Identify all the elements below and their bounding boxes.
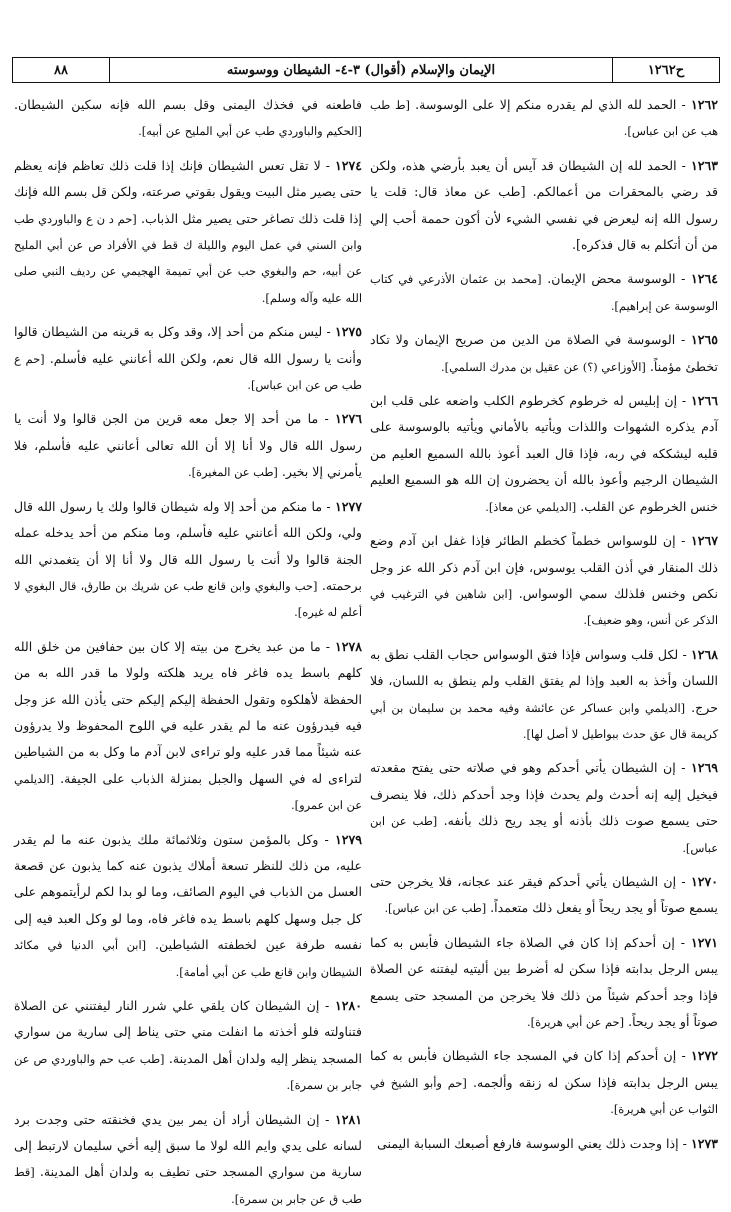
hadith-number: ١٢٦٤	[690, 271, 718, 287]
chapter-title: الإيمان والإسلام (أقوال) ٣-٤- الشيطان ووسوسته	[226, 62, 496, 78]
hadith-number: ١٢٦٩	[690, 760, 718, 776]
hadith-source: [طب عن المغيرة].	[187, 465, 278, 480]
hadith-source: [الديلمي عن ابن عمرو].	[14, 771, 362, 813]
hadith-number: ١٢٨١	[334, 1111, 363, 1127]
hadith-entry: ١٢٦٣ - الحمد لله إن الشيطان قد آيس أن يعبد بأرضي هذه، ولكن قد رضي بالمحقرات من أعمالكم. [طب عن معاذ قال: قلت يا رسول الله إنه ليعرض في نفسي الشيء لأن أكون حممة أحب إلي من أن أتكلم به قال فذكره].	[370, 157, 718, 253]
hadith-text: ما من أحد إلا جعل معه قرين من الجن قالوا ولا أنت يا رسول الله قال ولا أنا إلا أن الله تعالى أعانني عليه فأسلم، فلا يأمرني إلا بخير.	[14, 411, 362, 480]
page-number: ٨٨	[13, 58, 110, 82]
hadith-text: فاطعنه في فخذك اليمنى وقل بسم الله فإنه سكين الشيطان.	[14, 97, 362, 112]
left-column	[14, 92, 363, 1206]
page-header	[12, 57, 720, 83]
hadith-number: ١٢٧٢	[690, 1048, 719, 1064]
hadith-text: إن إبليس له خرطوم كخرطوم الكلب واضعه على قلب ابن آدم يذكره الشهوات واللذات ويأتيه بالأماني ويأتيه بالوسوسة على قلبه ليشككه في ربه، فإذا قال العبد أعوذ بالله السميع العليم من الشيطان الرجيم وأعوذ بالله أن يحضرون إن الله هو السميع العليم خنس الخرطوم عن القلب.	[370, 393, 718, 514]
hadith-entry: ١٢٧٦ - ما من أحد إلا جعل معه قرين من الجن قالوا ولا أنت يا رسول الله قال ولا أنا إلا أن الله تعالى أعانني عليه فأسلم، فلا يأمرني إلا بخير. [طب عن المغيرة].	[14, 411, 362, 480]
hadith-entry: ١٢٦٩ - إن الشيطان يأتي أحدكم وهو في صلاته حتى يفتح مقعدته فيخيل إليه إنه أحدث ولم يحدث فإذا وجد أحدكم ذلك، فلا ينصرف حتى يسمع صوت ذلك بأذنه أو يجد ريح ذلك بأنفه. [طب عن ابن عباس].	[370, 760, 718, 855]
hadith-source: [الديلمي عن معاذ].	[485, 499, 577, 514]
hadith-entry: ١٢٧٠ - إن الشيطان يأتي أحدكم فيقر عند عجانه، فلا يخرجن حتى يسمع صوتاً أو يجد ريحاً أو يفعل ذلك متعمداً. [طب عن ابن عباس].	[370, 873, 719, 916]
hadith-number: ١٢٨٠	[334, 998, 362, 1013]
hadith-text: إن أحدكم إذا كان في الصلاة جاء الشيطان فأبس به كما يبس الرجل بدابته فإذا سكن له أضرط بين أليتيه ليفتنه عن الصلاة فإذا وجد أحدكم شيئاً من ذلك فلا يخرجن من المسجد حتى يسمع صوتاً أو يجد ريحاً.	[370, 934, 718, 1029]
hadith-source: [ابن شاهين في الترغيب في الذكر عن أنس، وهو ضعيف].	[370, 586, 718, 628]
hadith-number: ١٢٦٧	[690, 533, 718, 549]
hadith-number: ١٢٦٣	[690, 157, 718, 173]
hadith-number: ١٢٧٨	[334, 638, 362, 654]
hadith-number: ١٢٦٨	[690, 646, 718, 662]
hadith-entry: ١٢٦٤ - الوسوسة محض الإيمان. [محمد بن عثمان الأذرعي في كتاب الوسوسة عن إبراهيم].	[370, 271, 718, 313]
hadith-text: إذا وجدت ذلك يعني الوسوسة فارفع أصبعك السبابة اليمنى	[377, 1135, 679, 1151]
hadith-number: ١٢٧٠	[690, 873, 719, 889]
hadith-entry: ١٢٧٨ - ما من عبد يخرج من بيته إلا كان بين حفافين من خلق الله كلهم باسط يده فاغر فاه يريد هلكته ولولا ما قدر الله به من الحفظة لأهلكوه وتقول الحفظة إليكم إليكم حتى يأذن الله عز وجل فيه فيدرؤون عنه ما لم يقدر عليه في اللوح المحفوظ ولا يدرؤون عنه شيئاً مما قدر عليه ولو تراءى لابن آدم ما وكل به من الشياطين لتراءى له في السهل والجبل بمنزلة الذباب على الجيفة. [الديلمي عن ابن عمرو].	[14, 638, 362, 813]
hadith-number: ١٢٧١	[690, 934, 719, 950]
hadith-text: ما منكم من أحد إلا وله شيطان قالوا ولك يا رسول الله قال ولي، ولكن الله أعانني عليه فأسلم، وما منكم من أحد يدخله عمله الجنة قالوا ولا أنت يا رسول الله قال ولا أنا إلا أن يتغمدني الله برحمته.	[14, 498, 362, 593]
hadith-text: وكل بالمؤمن ستون وثلاثمائة ملك يذبون عنه ما لم يقدر عليه، من ذلك للنظر تسعة أملاك يذبون عنه كما يذبون عن قصعة العسل من الذباب في اليوم الصائف، وما لو بدا لكم لرأيتموهم على كل جبل وسهل كلهم باسط يده فاغر فاه، وما لو وكل العبد فيه إلى نفسه طرفة عين لخطفته الشياطين.	[14, 831, 362, 953]
hadith-text: إن للوسواس خطماً كخطم الطائر فإذا غفل ابن آدم وضع ذلك المنقار في أذن القلب يوسوس، فإن ابن آدم ذكر الله عز وجل نكص وخنس فلذلك سمي الوسواس.	[370, 533, 718, 601]
hadith-source: [طب عب حم والباوردي ص عن جابر بن سمرة].	[14, 1051, 362, 1093]
hadith-text: الحمد لله إن الشيطان قد آيس أن يعبد بأرضي هذه، ولكن قد رضي بالمحقرات من أعمالكم. [طب عن معاذ قال: قلت يا رسول الله إنه ليعرض في نفسي الشيء لأن أكون حممة أحب إلي من أن أتكلم به قال فذكره].	[370, 157, 718, 253]
hadith-text: الحمد لله الذي لم يقدره منكم إلا على الوسوسة.	[415, 97, 677, 112]
hadith-text: الوسوسة محض الإيمان.	[547, 271, 676, 287]
hadith-text: إن الشيطان أراد أن يمر بين يدي فخنقته حتى وجدت برد لسانه على يدي وايم الله لولا ما سبق إليه أخي سليمان لارتبط إلى سارية من سواري المسجد حتى تطيف به ولدان أهل المدينة.	[14, 1111, 362, 1180]
hadith-entry: ١٢٦٥ - الوسوسة في الصلاة من الدين من صريح الإيمان ولا تكاد تخطئ مؤمناً. [الأوزاعي (؟) عن عقيل بن مدرك السلمي].	[370, 332, 719, 374]
hadith-entry	[14, 92, 362, 145]
hadith-number: ١٢٧٩	[334, 831, 362, 847]
hadith-text: ليس منكم من أحد إلا، وقد وكل به قرينه من الشيطان قالوا وأنت يا رسول الله قال نعم، ولكن الله أعانني عليه فأسلم.	[14, 324, 363, 366]
hadith-text: إن الشيطان كان يلقي علي شرر النار ليفتنني عن الصلاة فتناولته فلو أخذته ما انفلت مني حتى يناط إلى سارية من سواري المسجد ينظر إليه ولدان أهل المدينة.	[14, 998, 362, 1066]
hadith-text: ما من عبد يخرج من بيته إلا كان بين حفافين من خلق الله كلهم باسط يده فاغر فاه يريد هلكته ولولا ما قدر الله به من الحفظة لأهلكوه وتقول الحفظة إليكم إليكم حتى يأذن الله عز وجل فيه فيدرؤون عنه ما لم يقدر عليه في اللوح المحفوظ ولا يدرؤون عنه شيئاً مما قدر عليه ولو تراءى لابن آدم ما وكل به من الشياطين لتراءى له في السهل والجبل بمنزلة الذباب على الجيفة.	[14, 638, 362, 786]
hadith-source: [ابن أبي الدنيا في مكائد الشيطان وابن قانع طب عن أبي أمامة].	[14, 938, 362, 979]
hadith-text: الوسوسة في الصلاة من الدين من صريح الإيمان ولا تكاد تخطئ مؤمناً.	[370, 332, 718, 374]
hadith-entry: ١٢٦٨ - لكل قلب وسواس فإذا فتق الوسواس حجاب القلب نطق به اللسان وأخذ به العبد وإذا لم يفتق القلب ولم ينطق به اللسان، فلا حرج. [الديلمي وابن عساكر عن عائشة وفيه محمد بن سليمان بن أبي كريمة قال عق حدث ببواطيل لا أصل لها].	[370, 646, 718, 741]
hadith-source: [الأوزاعي (؟) عن عقيل بن مدرك السلمي].	[441, 359, 646, 374]
hadith-number: ١٢٧٥	[334, 324, 362, 340]
hadith-source: [طب عن ابن عباس].	[370, 814, 718, 855]
hadith-source: [حب والبغوي وابن قانع طب عن شريك بن طارق، قال البغوي لا أعلم له غيره].	[14, 578, 362, 620]
hadith-source: [حم وأبو الشيخ في الثواب عن أبي هريرة].	[370, 1075, 718, 1117]
hadith-number: ١٢٦٥	[690, 332, 719, 348]
hadith-text: إن الشيطان يأتي أحدكم فيقر عند عجانه، فلا يخرجن حتى يسمع صوتاً أو يجد ريحاً أو يفعل ذلك متعمداً.	[370, 873, 718, 916]
hadith-source: [محمد بن عثمان الأذرعي في كتاب الوسوسة عن إبراهيم].	[370, 272, 718, 313]
hadith-entry: ١٢٧٢ - إن أحدكم إذا كان في المسجد جاء الشيطان فأبس به كما يبس الرجل بدابته فإذا سكن له زنقه وألجمه. [حم وأبو الشيخ في الثواب عن أبي هريرة].	[370, 1048, 719, 1117]
hadith-entry: ١٢٧٤ - لا تقل تعس الشيطان فإنك إذا قلت ذلك تعاظم فإنه يعظم حتى يصير مثل البيت ويقول بقوتي صرعته، ولكن قل بسم الله فإنك إذا قلت ذلك تصاغر حتى يصير مثل الذباب. [حم د ن ع والباوردي طب وابن السني في عمل اليوم والليلة ك قط في الأفراد ص عن أبي المليح عن أبيه، حم والبغوي حب عن أبي تميمة الهجيمي عن رديف النبي صلى الله عليه وآله وسلم].	[14, 157, 363, 305]
hadith-source: [طب عن ابن عباس].	[384, 901, 487, 916]
hadith-entry: ١٢٧٣ - إذا وجدت ذلك يعني الوسوسة فارفع أصبعك السبابة اليمنى	[377, 1135, 718, 1151]
hadith-entry: ١٢٨٠ - إن الشيطان كان يلقي علي شرر النار ليفتنني عن الصلاة فتناولته فلو أخذته ما انفلت مني حتى يناط إلى سارية من سواري المسجد ينظر إليه ولدان أهل المدينة. [طب عب حم والباوردي ص عن جابر بن سمرة].	[14, 998, 362, 1093]
hadith-source: [حم ع طب ص عن ابن عباس].	[14, 351, 362, 393]
hadith-text: إن الشيطان يأتي أحدكم وهو في صلاته حتى يفتح مقعدته فيخيل إليه إنه أحدث ولم يحدث فإذا وجد أحدكم ذلك، فلا ينصرف حتى يسمع صوت ذلك بأذنه أو يجد ريح ذلك بأنفه.	[370, 760, 718, 829]
hadith-text: لكل قلب وسواس فإذا فتق الوسواس حجاب القلب نطق به اللسان وأخذ به العبد وإذا لم يفتق القلب ولم ينطق به اللسان، فلا حرج.	[370, 646, 718, 715]
hadith-number: ١٢٧٦	[334, 411, 362, 427]
hadith-source: [حم عن أبي هريرة].	[527, 1015, 625, 1029]
hadith-entry: ١٢٧٩ - وكل بالمؤمن ستون وثلاثمائة ملك يذبون عنه ما لم يقدر عليه، من ذلك للنظر تسعة أملاك يذبون عنه كما يذبون عن قصعة العسل من الذباب في اليوم الصائف، وما لو بدا لكم لرأيتموهم على كل جبل وسهل كلهم باسط يده فاغر فاه، وما لو وكل العبد فيه إلى نفسه طرفة عين لخطفته الشياطين. [ابن أبي الدنيا في مكائد الشيطان وابن قانع طب عن أبي أمامة].	[14, 831, 362, 979]
hadith-entry: ١٢٧١ - إن أحدكم إذا كان في الصلاة جاء الشيطان فأبس به كما يبس الرجل بدابته فإذا سكن له أضرط بين أليتيه ليفتنه عن الصلاة فإذا وجد أحدكم شيئاً من ذلك فلا يخرجن من المسجد حتى يسمع صوتاً أو يجد ريحاً. [حم عن أبي هريرة].	[370, 934, 719, 1029]
hadith-source: [حم د ن ع والباوردي طب وابن السني في عمل اليوم والليلة ك قط في الأفراد ص عن أبي المليح عن أبيه، حم والبغوي حب عن أبي تميمة الهجيمي عن رديف النبي صلى الله عليه وآله وسلم].	[14, 211, 362, 305]
hadith-source: [قط طب ق عن جابر بن سمرة].	[14, 1165, 362, 1206]
hadith-source: [الديلمي وابن عساكر عن عائشة وفيه محمد بن سليمان بن أبي كريمة قال عق حدث ببواطيل لا أصل لها].	[370, 700, 718, 741]
hadith-text: لا تقل تعس الشيطان فإنك إذا قلت ذلك تعاظم فإنه يعظم حتى يصير مثل البيت ويقول بقوتي صرعته، ولكن قل بسم الله فإنك إذا قلت ذلك تصاغر حتى يصير مثل الذباب.	[14, 157, 363, 226]
hadith-entry: ١٢٧٧ - ما منكم من أحد إلا وله شيطان قالوا ولك يا رسول الله قال ولي، ولكن الله أعانني عليه فأسلم، وما منكم من أحد يدخله عمله الجنة قالوا ولا أنت يا رسول الله قال ولا أنا إلا أن يتغمدني الله برحمته. [حب والبغوي وابن قانع طب عن شريك بن طارق، قال البغوي لا أعلم له غيره].	[14, 498, 363, 620]
hadith-entry: ١٢٦٧ - إن للوسواس خطماً كخطم الطائر فإذا غفل ابن آدم وضع ذلك المنقار في أذن القلب يوسوس، فإن ابن آدم ذكر الله عز وجل نكص وخنس فلذلك سمي الوسواس. [ابن شاهين في الترغيب في الذكر عن أنس، وهو ضعيف].	[370, 533, 718, 628]
hadith-number: ١٢٦٢	[690, 97, 718, 112]
hadith-entry: ١٢٦٢ - الحمد لله الذي لم يقدره منكم إلا على الوسوسة. [ط طب هب عن ابن عباس].	[370, 97, 718, 139]
hadith-number: ١٢٧٣	[690, 1135, 718, 1151]
volume-reference: ح١٢٦٢	[612, 58, 719, 82]
right-column	[370, 92, 719, 1151]
hadith-source: [ط طب هب عن ابن عباس].	[370, 98, 718, 139]
hadith-number: ١٢٧٧	[334, 498, 363, 514]
hadith-entry: ١٢٧٥ - ليس منكم من أحد إلا، وقد وكل به قرينه من الشيطان قالوا وأنت يا رسول الله قال نعم، ولكن الله أعانني عليه فأسلم. [حم ع طب ص عن ابن عباس].	[14, 324, 363, 393]
hadith-text: إن أحدكم إذا كان في المسجد جاء الشيطان فأبس به كما يبس الرجل بدابته فإذا سكن له زنقه وألجمه.	[370, 1048, 718, 1090]
hadith-source: [الحكيم والباوردي طب عن أبي المليح عن أبيه].	[138, 124, 362, 139]
hadith-number: ١٢٦٦	[690, 393, 718, 409]
hadith-entry: ١٢٨١ - إن الشيطان أراد أن يمر بين يدي فخنقته حتى وجدت برد لسانه على يدي وايم الله لولا ما سبق إليه أخي سليمان لارتبط إلى سارية من سواري المسجد حتى تطيف به ولدان أهل المدينة. [قط طب ق عن جابر بن سمرة].	[14, 1111, 363, 1206]
hadith-number: ١٢٧٤	[334, 157, 363, 173]
hadith-entry: ١٢٦٦ - إن إبليس له خرطوم كخرطوم الكلب واضعه على قلب ابن آدم يذكره الشهوات واللذات ويأتيه بالأماني ويأتيه بالوسوسة على قلبه ليشككه في ربه، فإذا قال العبد أعوذ بالله السميع العليم من الشيطان الرجيم وأعوذ بالله أن يحضرون إن الله هو السميع العليم خنس الخرطوم عن القلب. [الديلمي عن معاذ].	[370, 393, 718, 514]
